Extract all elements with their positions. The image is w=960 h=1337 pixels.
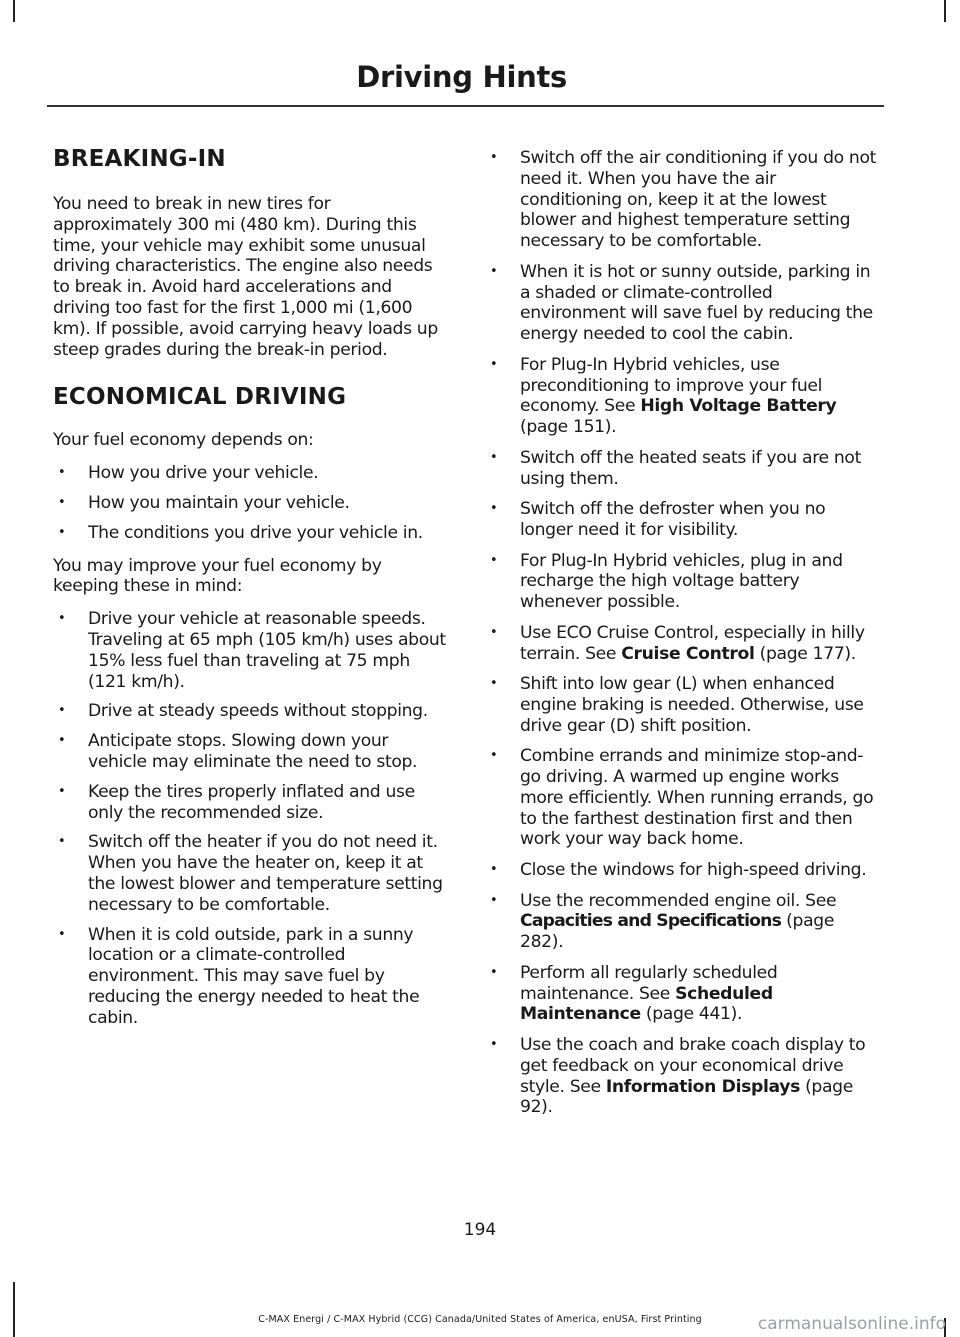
reference-link-scheduled-maintenance[interactable]: Scheduled Maintenance bbox=[520, 983, 773, 1025]
page-title: Driving Hints bbox=[356, 60, 567, 94]
page-reference: (page 151). bbox=[520, 417, 617, 438]
list-item: • Close the windows for high-speed driving. bbox=[485, 860, 880, 881]
heading-economical-driving: ECONOMICAL DRIVING bbox=[53, 384, 347, 411]
list-item-text: Perform all regularly scheduled maintenance. See bbox=[520, 962, 778, 1004]
list-item: • Drive your vehicle at reasonable speeds. Traveling at 65 mph (105 km/h) uses about 15% less fuel than traveling at 75 mph (121 km/h). bbox=[53, 609, 448, 692]
list-item: • Drive at steady speeds without stopping. bbox=[53, 701, 448, 722]
improve-intro: You may improve your fuel economy by keeping these in mind: bbox=[53, 555, 382, 597]
crop-mark-top-right bbox=[944, 0, 946, 22]
list-item-text: Use the coach and brake coach display to get feedback on your economical drive style. See bbox=[520, 1035, 866, 1097]
list-item: • Switch off the heater if you do not need it. When you have the heater on, keep it at the lowest blower and temperature setting necessary to be comfortable. bbox=[53, 832, 448, 915]
watermark: carmanualsonline.info bbox=[757, 1314, 946, 1334]
depends-on-list bbox=[53, 463, 448, 543]
crop-mark-bottom-left bbox=[13, 1282, 15, 1337]
list-item: • Switch off the heated seats if you are not using them. bbox=[485, 448, 880, 490]
page-reference: (page 282). bbox=[520, 911, 835, 953]
fuel-economy-intro: Your fuel economy depends on: bbox=[53, 430, 314, 451]
list-item: • For Plug-In Hybrid vehicles, plug in and recharge the high voltage battery whenever possible. bbox=[485, 551, 880, 613]
list-item-text: Use ECO Cruise Control, especially in hilly terrain. See bbox=[520, 622, 865, 664]
list-item: • Switch off the air conditioning if you do not need it. When you have the air conditioning on, keep it at the lowest blower and highest temperature setting necessary to be comfortable. bbox=[485, 148, 880, 252]
page-reference: (page 92). bbox=[520, 1076, 853, 1118]
list-item-text: For Plug-In Hybrid vehicles, use preconditioning to improve your fuel economy. See bbox=[520, 354, 823, 417]
list-item bbox=[485, 355, 880, 438]
list-item bbox=[485, 891, 880, 953]
reference-link-high-voltage-battery[interactable]: High Voltage Battery bbox=[640, 396, 837, 417]
page-reference: (page 441). bbox=[640, 1004, 743, 1025]
breaking-in-paragraph: You need to break in new tires for approximately 300 mi (480 km). During this time, your vehicle may exhibit some unusual driving characteristics. The engine also needs to break in. Avoid hard accelerations and driving too fast for the first 1,000 mi (1,600 km). If possible, avoid carrying heavy loads up steep grades during the break-in period. bbox=[53, 194, 438, 360]
list-item: • Anticipate stops. Slowing down your vehicle may eliminate the need to stop. bbox=[53, 731, 448, 773]
list-item: • Shift into low gear (L) when enhanced engine braking is needed. Otherwise, use drive gear (D) shift position. bbox=[485, 674, 880, 736]
tips-list-left bbox=[53, 609, 448, 1028]
list-item: • When it is cold outside, park in a sunny location or a climate-controlled environment. This may save fuel by reducing the energy needed to heat the cabin. bbox=[53, 925, 448, 1029]
page-number: 194 bbox=[463, 1220, 497, 1240]
list-item: • Combine errands and minimize stop-and-go driving. A warmed up engine works more efficiently. When running errands, go to the farthest destination first and then work your way back home. bbox=[485, 746, 880, 850]
reference-link-capacities[interactable]: Capacities and Specifications bbox=[520, 911, 782, 932]
header-divider bbox=[47, 105, 884, 107]
reference-link-information-displays[interactable]: Information Displays bbox=[605, 1076, 800, 1097]
page-reference: (page 177). bbox=[754, 643, 856, 664]
heading-breaking-in: BREAKING-IN bbox=[53, 146, 226, 172]
left-column bbox=[53, 146, 448, 1041]
list-item bbox=[485, 963, 880, 1025]
list-item: • Switch off the defroster when you no longer need it for visibility. bbox=[485, 499, 880, 541]
list-item: • The conditions you drive your vehicle in. bbox=[53, 523, 448, 544]
reference-link-cruise-control[interactable]: Cruise Control bbox=[621, 643, 755, 664]
list-item bbox=[485, 623, 880, 665]
list-item: • Keep the tires properly inflated and use only the recommended size. bbox=[53, 782, 448, 824]
list-item-text: Use the recommended engine oil. See bbox=[520, 890, 837, 911]
footer-text: C-MAX Energi / C-MAX Hybrid (CCG) Canada/United States of America, enUSA, First Printing bbox=[258, 1314, 702, 1325]
right-column bbox=[485, 148, 880, 1130]
list-item bbox=[485, 1035, 880, 1118]
list-item: • How you maintain your vehicle. bbox=[53, 493, 448, 514]
tips-list-right bbox=[485, 148, 880, 1118]
crop-mark-top-left bbox=[13, 0, 15, 22]
list-item: • How you drive your vehicle. bbox=[53, 463, 448, 484]
list-item: • When it is hot or sunny outside, parking in a shaded or climate-controlled environment will save fuel by reducing the energy needed to cool the cabin. bbox=[485, 262, 880, 345]
